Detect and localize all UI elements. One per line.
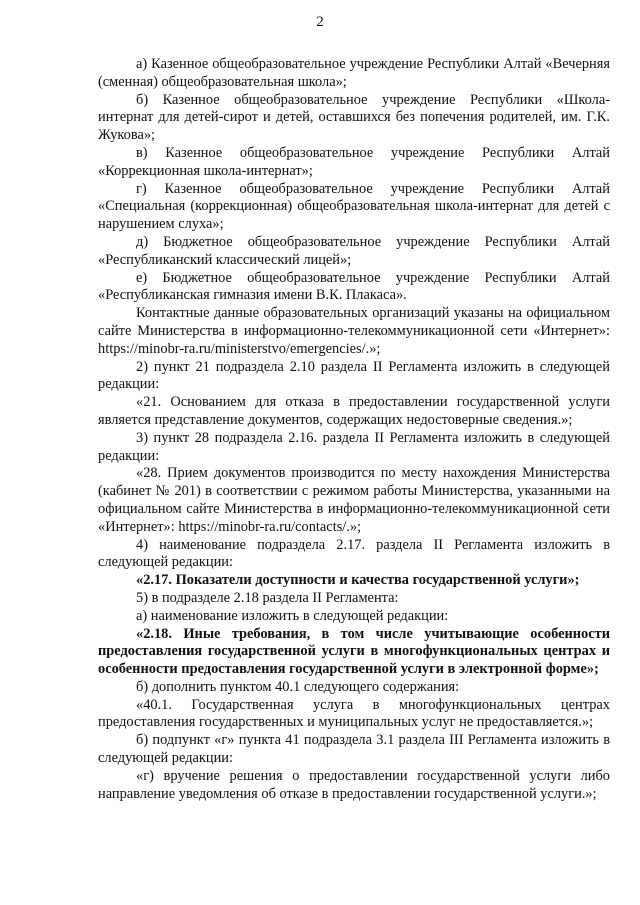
page-number: 2 xyxy=(316,14,324,30)
paragraph-amendment-3: 3) пункт 28 подраздела 2.16. раздела II Регламента изложить в следующей редакции: xyxy=(98,429,610,464)
paragraph-amendment-5: 5) в подразделе 2.18 раздела II Регламента: xyxy=(136,589,399,606)
paragraph-item-d: д) Бюджетное общеобразовательное учреждение Республики Алтай «Республиканский классический лицей»; xyxy=(98,233,610,268)
paragraph-item-a: а) Казенное общеобразовательное учреждение Республики Алтай «Вечерняя (сменная) общеобразовательная школа»; xyxy=(98,56,610,90)
paragraph-clause-g: «г) вручение решения о предоставлении государственной услуги либо направление уведомления об отказе в предоставлении государственной услуги.»; xyxy=(98,767,610,802)
document-body xyxy=(98,56,610,803)
paragraph-item-e: е) Бюджетное общеобразовательное учреждение Республики Алтай «Республиканская гимназия имени В.К. Плакаса». xyxy=(98,269,610,304)
paragraph-contacts: Контактные данные образовательных организаций указаны на официальном сайте Министерства в информационно-телекоммуникационной сети «Интернет»: https://minobr-ra.ru/ministerstvo/emergencies/.»; xyxy=(98,305,610,357)
paragraph-sub-b-2: б) подпункт «г» пункта 41 подраздела 3.1 раздела III Регламента изложить в следующей редакции: xyxy=(98,732,610,767)
paragraph-item-g: г) Казенное общеобразовательное учреждение Республики Алтай «Специальная (коррекционная) общеобразовательная школа-интернат для детей с нарушением слуха»; xyxy=(98,180,610,233)
paragraph-item-b: б) Казенное общеобразовательное учреждение Республики «Школа-интернат для детей-сирот и детей, оставшихся без попечения родителей, им. Г.К. Жукова»; xyxy=(98,91,610,144)
paragraph-clause-28: «28. Прием документов производится по месту нахождения Министерства (кабинет № 201) в соответствии с режимом работы Министерства, указанными на официальном сайте Министерства в информационно-телекоммуникационной сети «Интернет»: https://minobr-ra.ru/contacts/.»; xyxy=(98,465,610,535)
paragraph-clause-40-1: «40.1. Государственная услуга в многофункциональных центрах предоставления государственных и муниципальных услуг не предоставляется.»; xyxy=(98,696,610,731)
paragraph-sub-b: б) дополнить пунктом 40.1 следующего содержания: xyxy=(136,678,460,695)
paragraph-amendment-2: 2) пункт 21 подраздела 2.10 раздела II Регламента изложить в следующей редакции: xyxy=(98,358,610,393)
paragraph-item-v: в) Казенное общеобразовательное учреждение Республики Алтай «Коррекционная школа-интернат»; xyxy=(98,144,610,179)
paragraph-heading-2-18: «2.18. Иные требования, в том числе учитывающие особенности предоставления государственной услуги в многофункциональных центрах и особенности предоставления государственной услуги в электронной форме»; xyxy=(98,625,610,678)
paragraph-amendment-4: 4) наименование подраздела 2.17. раздела II Регламента изложить в следующей редакции: xyxy=(98,536,610,571)
paragraph-sub-a: а) наименование изложить в следующей редакции: xyxy=(136,607,449,624)
paragraph-clause-21: «21. Основанием для отказа в предоставлении государственной услуги является представление документов, содержащих недостоверные сведения.»; xyxy=(98,394,610,428)
paragraph-heading-2-17: «2.17. Показатели доступности и качества государственной услуги»; xyxy=(136,572,580,589)
